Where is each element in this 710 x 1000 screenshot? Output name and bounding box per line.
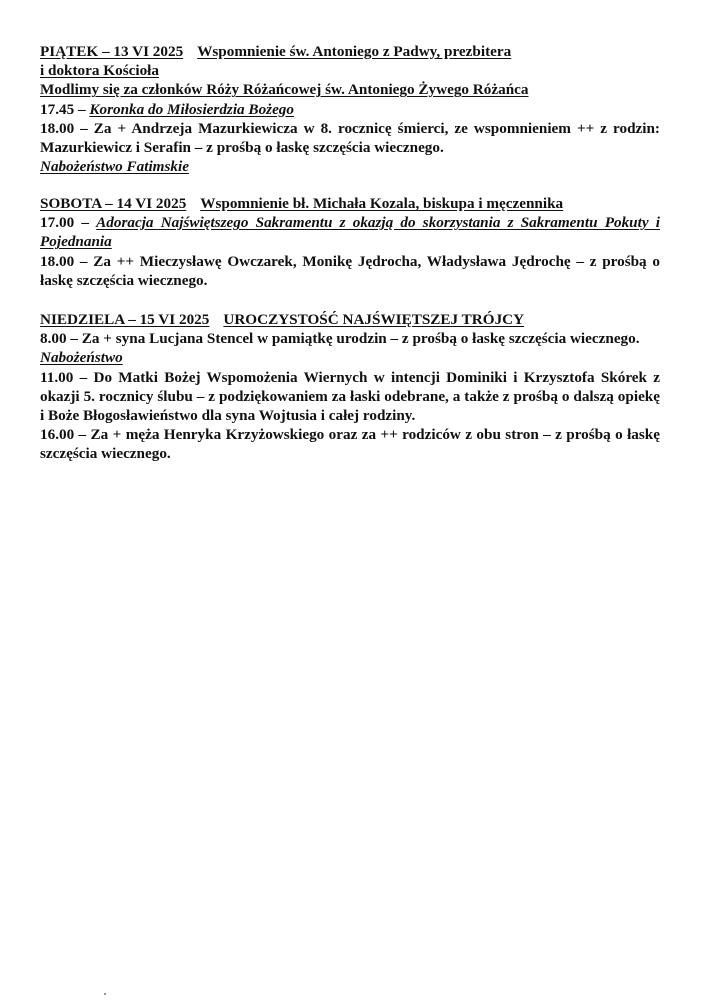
friday-date: PIĄTEK – 13 VI 2025 <box>40 43 184 60</box>
scan-speck <box>104 993 106 995</box>
friday-section <box>40 42 660 176</box>
saturday-entry-adoration: 17.00 – Adoracja Najświętszego Sakramentu z okazją do skorzystania z Sakramentu Pokuty i Pojednania <box>40 214 660 251</box>
saturday-heading <box>40 194 660 213</box>
saturday-date: SOBOTA – 14 VI 2025 <box>40 195 187 212</box>
friday-entry-chaplet: 17.45 – Koronka do Miłosierdzia Bożego <box>40 100 294 118</box>
friday-heading <box>40 42 660 61</box>
saturday-section <box>40 194 660 290</box>
friday-entry-fatima: Nabożeństwo Fatimskie <box>40 158 189 176</box>
saturday-feast: Wspomnienie bł. Michała Kozala, biskupa i męczennika <box>200 195 564 212</box>
sunday-feast: UROCZYSTOŚĆ NAJŚWIĘTSZEJ TRÓJCY <box>223 311 525 328</box>
sunday-entry-16: 16.00 – Za + męża Henryka Krzyżowskiego oraz za ++ rodziców z obu stron – z prośbą o łaskę szczęścia wiecznego. <box>40 426 660 463</box>
saturday-entry-mass: 18.00 – Za ++ Mieczysławę Owczarek, Monikę Jędrocha, Władysława Jędrochę – z prośbą o łaskę szczęścia wiecznego. <box>40 252 660 289</box>
friday-feast-line2: i doktora Kościoła <box>40 62 159 80</box>
sunday-entry-11: 11.00 – Do Matki Bożej Wspomożenia Wiernych w intencji Dominiki i Krzysztofa Skórek z okazji 5. rocznicy ślubu – z podziękowaniem za łaski odebrane, a także z prośbą o dalszą opiekę i Boże Błogosławieństwo dla syna Wojtusia i całej rodziny. <box>40 368 660 425</box>
sunday-date: NIEDZIELA – 15 VI 2025 <box>40 311 210 328</box>
sunday-entry-service: Nabożeństwo <box>40 349 123 367</box>
friday-feast-line1: Wspomnienie św. Antoniego z Padwy, prezbitera <box>197 43 512 60</box>
sunday-entry-8: 8.00 – Za + syna Lucjana Stencel w pamiątkę urodzin – z prośbą o łaskę szczęścia wiecznego. <box>40 330 640 348</box>
friday-prayer-line: Modlimy się za członków Róży Różańcowej św. Antoniego Żywego Różańca <box>40 81 529 99</box>
sunday-heading <box>40 310 660 329</box>
friday-entry-mass: 18.00 – Za + Andrzeja Mazurkiewicza w 8. rocznicę śmierci, ze wspomnieniem ++ z rodzin: Mazurkiewicz i Serafin – z prośbą o łaskę szczęścia wiecznego. <box>40 119 660 157</box>
sunday-section <box>40 310 660 464</box>
